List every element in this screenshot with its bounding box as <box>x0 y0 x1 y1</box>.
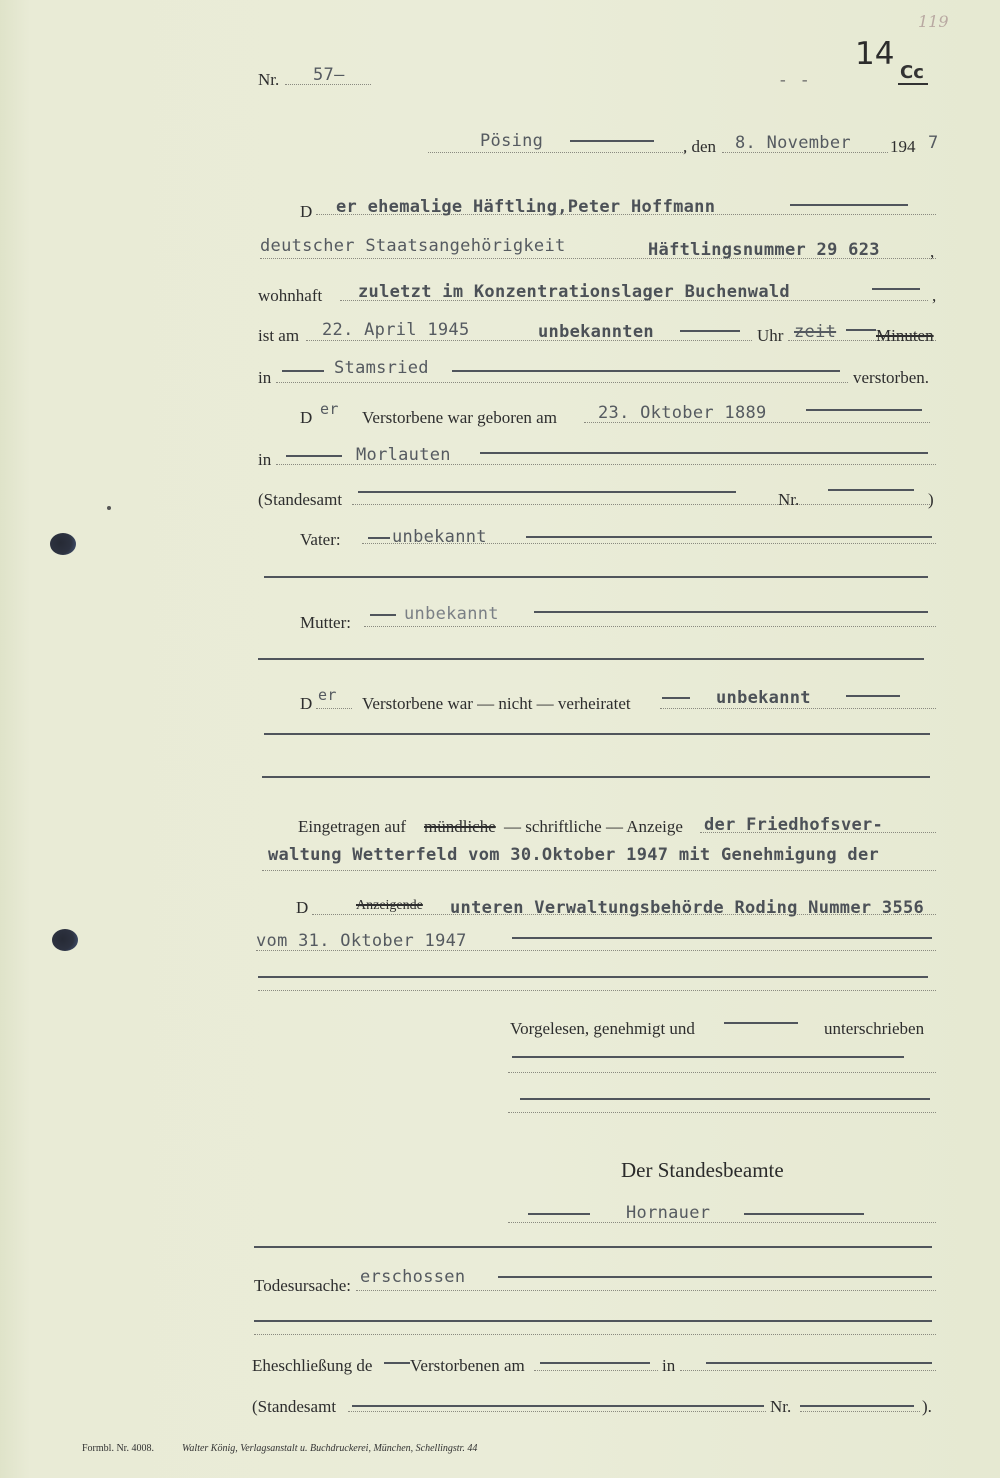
vorgelesen-fill-dash <box>724 1022 798 1024</box>
verheiratet-label: Verstorbene war — nicht — verheiratet <box>362 694 631 713</box>
minuten-label: Minuten <box>876 326 934 345</box>
muendliche-struck: mündliche <box>424 817 496 836</box>
pencil-folio-note: 119 <box>918 12 949 31</box>
nr-value: 57— <box>313 65 345 85</box>
pre-cause-line <box>254 1246 932 1248</box>
eingetragen-label: Eingetragen auf <box>298 817 407 836</box>
marital-value: unbekannt <box>716 688 811 708</box>
ist-am-label: ist am <box>258 326 300 345</box>
mutter-second-line <box>258 658 924 660</box>
residence-fill-dash <box>872 288 920 290</box>
marital-fill-dash <box>846 695 900 697</box>
mutter-fill-dash <box>534 611 928 613</box>
marriage-nr-dash <box>800 1405 914 1407</box>
birth-place-lead-dash <box>286 455 342 457</box>
death-date-dotline <box>306 340 752 341</box>
residence-value: zuletzt im Konzentrationslager Buchenwald <box>358 282 790 302</box>
signature-line-2 <box>520 1098 930 1100</box>
vater-value: unbekannt <box>392 527 487 547</box>
form-number: Formbl. Nr. 4008. <box>82 1443 154 1454</box>
registry-day-month: 8. November <box>735 133 851 153</box>
anzeigende-struck: Anzeigende <box>356 898 423 913</box>
minutes-fill-dash <box>846 329 876 331</box>
marital-lead-dash <box>662 697 690 699</box>
signature-line-1 <box>512 1056 904 1058</box>
registration-d-label: D <box>296 898 309 917</box>
cause-value: erschossen <box>360 1267 466 1287</box>
death-place-dotline <box>276 382 848 383</box>
prisoner-number: Häftlingsnummer 29 623 <box>648 240 880 260</box>
page-code: Cc <box>898 62 928 85</box>
publisher-imprint: Walter König, Verlagsanstalt u. Buchdruckerei, München, Schellingstr. 44 <box>182 1443 478 1454</box>
death-time: unbekannten <box>538 322 654 342</box>
cause-dotline-2 <box>254 1334 936 1335</box>
marital-line-3 <box>262 776 930 778</box>
birth-standesamt-fill-dash <box>358 491 736 493</box>
eheschliessung-label-b: Verstorbenen am <box>410 1356 525 1375</box>
signature-dotline-2 <box>508 1112 936 1113</box>
marital-dotline <box>660 708 936 709</box>
death-place-lead-dash <box>282 370 324 372</box>
signer-fill-dash <box>744 1213 864 1215</box>
todesursache-label: Todesursache: <box>254 1276 351 1295</box>
eheschliessung-label: Eheschließung de <box>252 1356 373 1375</box>
vorgelesen-label: Vorgelesen, genehmigt und <box>510 1019 695 1038</box>
registration-line-1: der Friedhofsver- <box>704 815 884 835</box>
marriage-in-label: in <box>662 1356 676 1375</box>
birth-standesamt-dotline <box>352 504 930 505</box>
marriage-place-dash <box>706 1362 932 1364</box>
punch-hole-bottom <box>52 929 78 951</box>
signer-name: Hornauer <box>626 1203 711 1223</box>
cause-fill-dash <box>498 1276 932 1278</box>
verstorben-label: verstorben. <box>853 368 930 387</box>
registration-line-3: unteren Verwaltungsbehörde Roding Nummer 3556 <box>450 898 925 918</box>
deceased-fill-dash <box>790 204 908 206</box>
birth-place: Morlauten <box>356 445 451 465</box>
death-place-fill-dash <box>452 370 840 372</box>
marriage-close: ). <box>922 1397 932 1416</box>
birth-standesamt-label: (Standesamt <box>258 490 343 509</box>
residence-comma: , <box>932 286 937 305</box>
schriftliche-label: — schriftliche — Anzeige <box>504 817 683 836</box>
mutter-lead-dash <box>370 614 396 616</box>
birth-place-fill-dash <box>480 452 928 454</box>
nationality: deutscher Staatsangehörigkeit <box>260 236 566 256</box>
marriage-nr-label: Nr. <box>770 1397 792 1416</box>
year-prefix: 194 <box>890 137 916 156</box>
vater-label: Vater: <box>300 530 341 549</box>
eheschliessung-de-dash <box>384 1362 410 1364</box>
marital-d-label: D <box>300 694 313 713</box>
registration-fill-dash <box>512 937 932 939</box>
birth-nr-label: Nr. <box>778 490 800 509</box>
vater-lead-dash <box>368 537 390 539</box>
marriage-standesamt-label: (Standesamt <box>252 1397 337 1416</box>
time-fill-dash <box>680 330 740 332</box>
den-label: , den <box>683 137 717 156</box>
registration-dotline-4 <box>256 950 936 951</box>
marriage-nr-dotline <box>800 1411 920 1412</box>
deceased-name-line: er ehemalige Häftling,Peter Hoffmann <box>336 197 716 217</box>
registry-place: Pösing <box>480 131 544 151</box>
signer-dotline <box>508 1222 936 1223</box>
wohnhaft-label: wohnhaft <box>258 286 323 305</box>
death-date: 22. April 1945 <box>322 320 470 340</box>
registration-line-2: waltung Wetterfeld vom 30.Oktober 1947 mit Genehmigung der <box>268 845 880 865</box>
birth-standesamt-close: ) <box>928 490 934 509</box>
marital-line-2 <box>264 733 930 735</box>
birth-nr-fill-dash <box>828 489 914 491</box>
vater-fill-dash <box>526 536 932 538</box>
punch-hole-top <box>50 533 76 555</box>
cause-dotline <box>356 1290 936 1291</box>
marriage-date-dash <box>540 1362 650 1364</box>
geboren-label: Verstorbene war geboren am <box>362 408 557 427</box>
page-number: 14 <box>855 36 895 72</box>
marriage-date-dotline <box>534 1370 658 1371</box>
signature-dotline-1 <box>508 1072 936 1073</box>
cause-line-2 <box>254 1320 932 1322</box>
birth-date: 23. Oktober 1889 <box>598 403 767 423</box>
marriage-standesamt-dash <box>352 1405 764 1407</box>
signer-lead-dash <box>528 1213 590 1215</box>
registration-dotline-3 <box>312 914 936 915</box>
registration-line-5 <box>258 976 928 978</box>
nr-label: Nr. <box>258 70 280 89</box>
place-fill-dash <box>570 140 654 142</box>
d-prefix-label: D <box>300 202 313 221</box>
death-place: Stamsried <box>334 358 429 378</box>
birth-er-suffix: er <box>320 400 339 418</box>
mutter-dotline <box>364 626 936 627</box>
mutter-label: Mutter: <box>300 613 351 632</box>
uhr-label: Uhr <box>757 326 784 345</box>
ink-spot <box>107 506 111 510</box>
mutter-value: unbekannt <box>404 604 499 624</box>
marital-er-suffix: er <box>318 686 337 704</box>
nationality-comma: , <box>930 242 935 261</box>
death-in-label: in <box>258 368 272 387</box>
place-dotline <box>428 152 685 153</box>
unterschrieben-label: unterschrieben <box>824 1019 925 1038</box>
birth-d-label: D <box>300 408 313 427</box>
header-dash-mark: - - <box>780 70 814 89</box>
zeit-correction: zeit <box>794 322 837 342</box>
marital-d-dotline <box>316 708 352 709</box>
registration-line-4: vom 31. Oktober 1947 <box>256 931 467 951</box>
marriage-place-dotline <box>680 1370 936 1371</box>
registration-dotline-5 <box>258 990 936 991</box>
year-suffix: 7 <box>928 133 939 153</box>
standesbeamte-title: Der Standesbeamte <box>621 1158 784 1182</box>
birth-in-label: in <box>258 450 272 469</box>
vater-second-line <box>264 576 928 578</box>
marriage-standesamt-dotline <box>348 1411 766 1412</box>
registration-dotline-2 <box>262 870 936 871</box>
birth-date-fill-dash <box>806 409 922 411</box>
